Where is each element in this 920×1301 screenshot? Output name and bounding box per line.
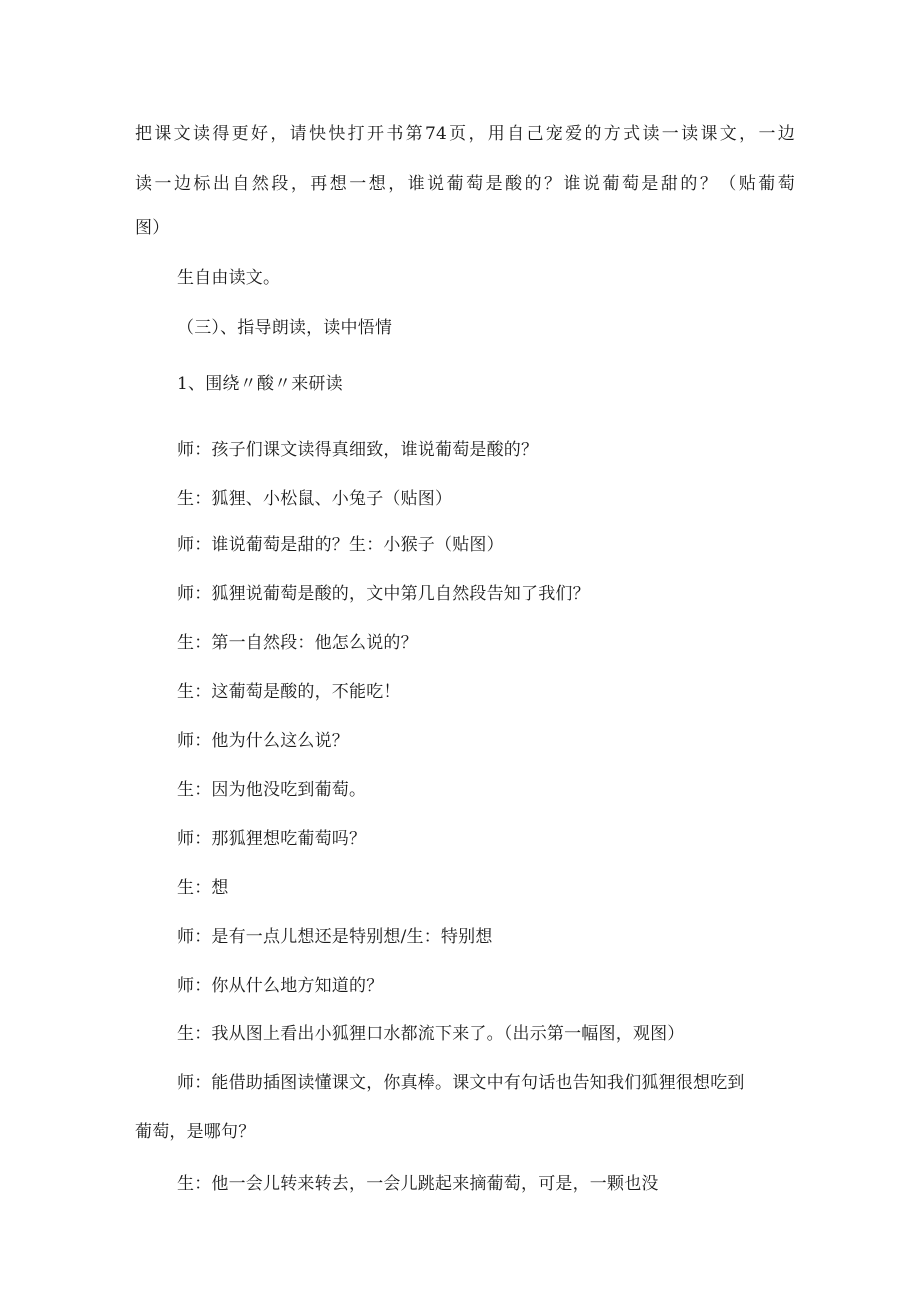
paragraph-line: 把课文读得更好，请快快打开书第74页，用自己宠爱的方式读一读课文，一边	[135, 124, 795, 144]
dialogue-line: 师：孩子们课文读得真细致，谁说葡萄是酸的？	[177, 440, 539, 460]
dialogue-line: 生：第一自然段：他怎么说的？	[177, 633, 418, 653]
dialogue-line: 师：能借助插图读懂课文，你真棒。课文中有句话也告知我们狐狸很想吃到	[177, 1073, 745, 1093]
dialogue-line: 生：他一会儿转来转去，一会儿跳起来摘葡萄，可是，一颗也没	[177, 1174, 659, 1194]
dialogue-line: 葡萄，是哪句？	[135, 1122, 256, 1142]
dialogue-line: 师：那狐狸想吃葡萄吗？	[177, 829, 367, 849]
dialogue-line: 生：这葡萄是酸的，不能吃！	[177, 682, 401, 702]
paragraph-line: 图）	[135, 218, 170, 238]
dialogue-line: 师：你从什么地方知道的？	[177, 976, 384, 996]
dialogue-line: 师：谁说葡萄是甜的？生：小猴子（贴图）	[177, 535, 504, 555]
dialogue-line: 生：我从图上看出小狐狸口水都流下来了。（出示第一幅图，观图）	[177, 1024, 685, 1044]
dialogue-line: 师：狐狸说葡萄是酸的，文中第几自然段告知了我们？	[177, 584, 590, 604]
subsection-heading: 1、围绕〃酸〃来研读	[177, 374, 343, 394]
dialogue-line: 师：是有一点儿想还是特别想/生：特别想	[177, 927, 493, 947]
section-heading: （三）、指导朗读，读中悟情	[177, 318, 393, 338]
dialogue-line: 生：因为他没吃到葡萄。	[177, 780, 367, 800]
paragraph-line: 读一边标出自然段，再想一想，谁说葡萄是酸的？谁说葡萄是甜的？（贴葡萄	[135, 174, 795, 194]
paragraph-line: 生自由读文。	[177, 268, 281, 288]
dialogue-line: 师：他为什么这么说？	[177, 731, 349, 751]
dialogue-line: 生：狐狸、小松鼠、小兔子（贴图）	[177, 489, 453, 509]
dialogue-line: 生：想	[177, 878, 229, 898]
